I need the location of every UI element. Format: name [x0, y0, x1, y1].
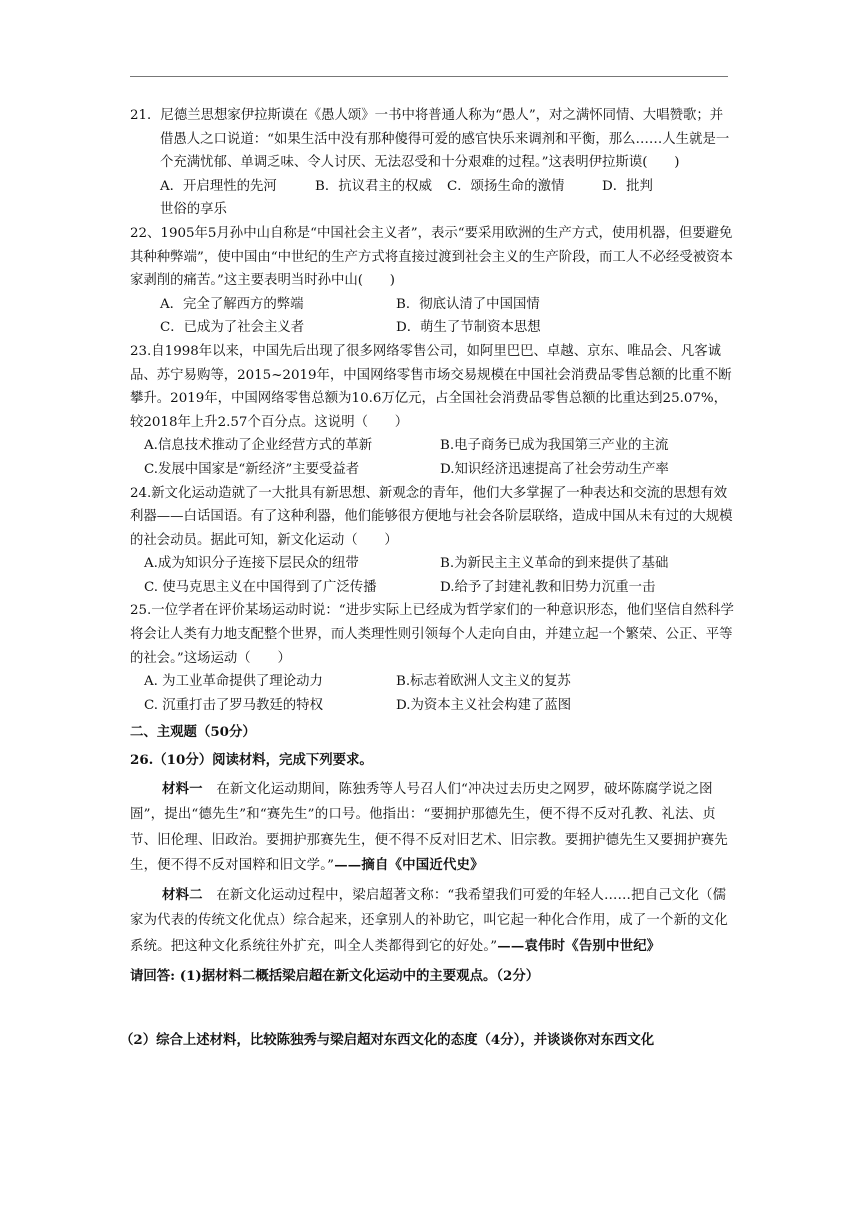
question-stem: 24.新文化运动造就了一大批具有新思想、新观念的青年，他们大多掌握了一种表达和交流的思想有效利器——白话国语。有了这种利器，他们能够很方便地与社会各阶层联络，造成中国从未有过的大规模的社会动员。据此可知，新文化运动（ ）	[130, 485, 733, 548]
question-stem: 21．尼德兰思想家伊拉斯谟在《愚人颂》一书中将普通人称为“愚人”，对之满怀同情、大唱赞歌；并借愚人之口说道：“如果生活中没有那种傻得可爱的感官快乐来调剂和平衡，那么……人生就是一个充满忧郁、单调乏味、令人讨厌、无法忍受和十分艰难的过程。”这表明伊拉斯谟( )	[130, 108, 730, 171]
material-two-source: ——袁伟时《告别中世纪》	[497, 937, 661, 954]
question-25	[130, 599, 734, 717]
question-stem: 25.一位学者在评价某场运动时说：“进步实际上已经成为哲学家们的一种意识形态，他们坚信自然科学将会让人类有力地支配整个世界，而人类理性则引领每个人走向自由，并建立起一个繁荣、公正、平等的社会。”这场运动（ ）	[130, 603, 734, 666]
option-a: A．开启理性的先河	[160, 178, 277, 194]
material-one-text: 在新文化运动期间，陈独秀等人号召人们“冲决过去历史之网罗，破坏陈腐学说之囹圄”，提出“德先生”和“赛先生”的口号。他指出：“要拥护那德先生，便不得不反对孔教、礼法、贞节、旧伦理、旧政治。要拥护那赛先生，便不得不反对旧艺术、旧宗教。要拥护德先生又要拥护赛先生，便不得不反对国粹和旧文学。”	[130, 781, 728, 874]
option-c: C．已成为了社会主义者	[160, 320, 305, 336]
option-b: B．抗议君主的权威	[315, 178, 432, 194]
question-title: 26.（10分）阅读材料，完成下列要求。	[130, 752, 373, 769]
options-row	[130, 670, 734, 694]
question-26	[120, 749, 734, 1052]
option-c: C.发展中国家是“新经济”主要受益者	[144, 461, 360, 477]
option-d: D.给予了封建礼教和旧势力沉重一击	[440, 579, 656, 595]
option-c: C．颂扬生命的激情	[447, 178, 565, 194]
question-24	[130, 482, 734, 600]
exam-page	[120, 104, 734, 1052]
sub-question-2: （2）综合上述材料，比较陈独秀与梁启超对东西文化的态度（4分），并谈谈你对东西文化	[120, 1031, 655, 1048]
section-heading: 二、主观题（50分）	[130, 724, 256, 741]
question-23	[130, 340, 734, 482]
options-row	[130, 316, 734, 340]
material-two-text: 在新文化运动过程中，梁启超著文称：“我希望我们可爱的年轻人……把自己文化（儒家为代表的传统文化优点）综合起来，还拿别人的补助它，叫它起一种化合作用，成了一个新的文化系统。把这种文化系统往外扩充，叫全人类都得到它的好处。”	[130, 887, 728, 954]
option-a: A．完全了解西方的弊端	[160, 296, 304, 312]
material-two	[130, 883, 734, 960]
options-row	[130, 434, 734, 458]
option-b: B.为新民主主义革命的到来提供了基础	[440, 556, 669, 572]
option-b: B．彻底认清了中国国情	[396, 296, 540, 312]
question-stem: 23.自1998年以来，中国先后出现了很多网络零售公司，如阿里巴巴、卓越、京东、唯品会、凡客诚品、苏宁易购等，2015~2019年，中国网络零售市场交易规模在中国社会消费品零售总额的比重不断攀升。2019年，中国网络零售总额为10.6万亿元，占全国社会消费品零售总额的比重达到25.07%，较2018年上升2.57个百分点。这说明（ ）	[130, 343, 732, 430]
material-one-label: 材料一	[162, 780, 203, 797]
question-stem: 22、1905年5月孙中山自称是“中国社会主义者”，表示“要采用欧洲的生产方式，使用机器，但要避免其种种弊端”，使中国由“中世纪的生产方式将直接过渡到社会主义的生产阶段，而工人不必经受被资本家剥削的痛苦。”这主要表明当时孙中山( )	[130, 225, 733, 289]
question-22	[130, 222, 734, 340]
options-row	[130, 293, 734, 317]
sub-question-1: 请回答: (1)据材料二概括梁启超在新文化运动中的主要观点。（2分）	[130, 968, 540, 985]
option-d-continued: 世俗的享乐	[160, 202, 227, 218]
option-d: D.为资本主义社会构建了蓝图	[396, 697, 572, 713]
option-d: D．批判	[602, 178, 653, 194]
option-b: B.标志着欧洲人文主义的复苏	[396, 674, 571, 690]
option-c: C. 沉重打击了罗马教廷的特权	[144, 697, 323, 713]
options-row	[130, 458, 734, 482]
option-a: A.信息技术推动了企业经营方式的革新	[144, 438, 373, 454]
options-row	[130, 175, 734, 199]
option-c: C. 使马克思主义在中国得到了广泛传播	[144, 579, 377, 595]
answer-space	[130, 989, 734, 1029]
question-21	[130, 104, 734, 222]
option-d: D．萌生了节制资本思想	[396, 320, 541, 336]
material-two-label: 材料二	[162, 886, 203, 903]
options-row	[130, 694, 734, 718]
option-b: B.电子商务已成为我国第三产业的主流	[440, 438, 669, 454]
option-a: A. 为工业革命提供了理论动力	[144, 674, 323, 690]
options-row	[130, 576, 734, 600]
header-rule	[130, 76, 728, 77]
material-one	[130, 777, 734, 879]
option-d: D.知识经济迅速提高了社会劳动生产率	[440, 461, 669, 477]
material-one-source: ——摘自《中国近代史》	[334, 857, 484, 874]
options-row	[130, 552, 734, 576]
option-a: A.成为知识分子连接下层民众的纽带	[144, 556, 359, 572]
